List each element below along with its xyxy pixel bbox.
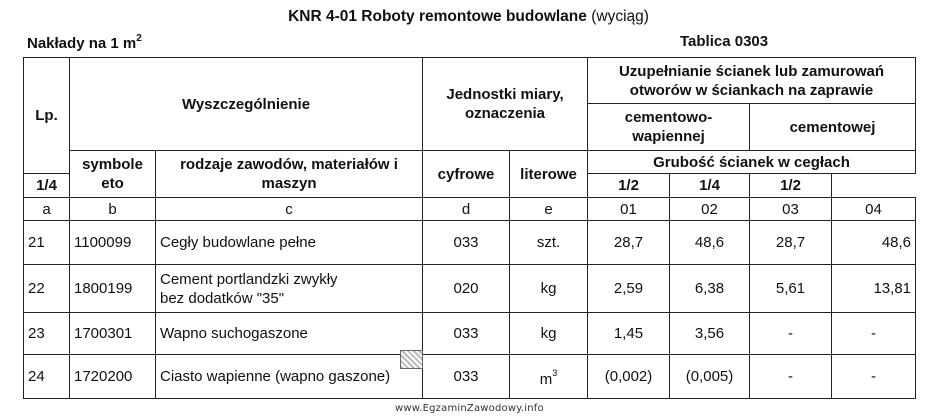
row-literowe-sup: 3 [552,368,558,378]
title-normal: (wyciąg) [586,8,649,25]
table-row [24,221,916,265]
header-cyfrowe: cyfrowe [423,151,510,198]
header-wyszczegolnienie: Wyszczególnienie [70,58,423,151]
letters-row [24,198,916,221]
row-v1: 28,7 [588,221,670,265]
header-cementowo-wapiennej: cementowo-wapiennej [588,104,750,151]
header-grubosc: Grubość ścianek w cegłach [588,151,916,174]
header-g1: 1/4 [24,174,70,198]
table-row [24,355,916,399]
row-v3: 28,7 [750,221,832,265]
letter-cell: d [423,198,510,221]
row-name-line2: bez dodatków "35" [160,289,285,307]
row-lp: 21 [24,221,70,265]
header-uzupelnianie: Uzupełnianie ścianek lub zamurowań otworów w ściankach na zaprawie [588,58,916,104]
header-lp: Lp. [24,58,70,174]
header-jednostki: Jednostki miary, oznaczenia [423,58,588,151]
row-symbol: 1800199 [70,265,156,313]
row-v1: (0,002) [588,355,670,399]
row-v3: - [750,355,832,399]
table-number: Tablica 0303 [680,33,769,50]
letter-cell: c [156,198,423,221]
footer-watermark: www.EgzaminZawodowy.info [395,403,544,414]
row-symbol: 1700301 [70,313,156,355]
header-symbole: symbole eto [70,151,156,198]
table-row [24,265,916,313]
row-literowe: m [539,371,553,388]
norm-unit-label [27,33,142,52]
header-rodzaje: rodzaje zawodów, materiałów i maszyn [156,151,423,198]
page-title [0,8,937,26]
row-symbol: 1100099 [70,221,156,265]
header-g3: 1/4 [670,174,750,198]
row-v2: 6,38 [670,265,750,313]
row-name: Cegły budowlane pełne [156,221,423,265]
row-v1: 1,45 [588,313,670,355]
row-cyfrowe: 033 [423,313,510,355]
header-cementowej: cementowej [750,104,916,151]
row-v3: - [750,313,832,355]
row-lp: 23 [24,313,70,355]
row-cyfrowe: 020 [423,265,510,313]
row-name: Cement portlandzki zwykły [160,270,338,288]
row-v1: 2,59 [588,265,670,313]
norm-unit-text: Nakłady na 1 m [27,35,137,52]
row-v4: 48,6 [832,221,916,265]
row-v2: (0,005) [670,355,750,399]
row-literowe: kg [510,313,588,355]
row-v2: 3,56 [670,313,750,355]
header-g2: 1/2 [588,174,670,198]
letter-cell: b [70,198,156,221]
row-v4: 13,81 [832,265,916,313]
row-cyfrowe: 033 [423,355,510,399]
row-v4: - [832,313,916,355]
header-g4: 1/2 [750,174,832,198]
row-v4: - [832,355,916,399]
table-row [24,313,916,355]
header-literowe: literowe [510,151,588,198]
norm-table [23,57,916,399]
row-lp: 22 [24,265,70,313]
norm-unit-sup: 2 [136,33,142,44]
row-symbol: 1720200 [70,355,156,399]
letter-cell: e [510,198,588,221]
letter-cell: 04 [832,198,916,221]
qr-stamp-icon [400,350,423,369]
row-literowe: kg [510,265,588,313]
letter-cell: a [24,198,70,221]
title-bold: KNR 4-01 Roboty remontowe budowlane [288,8,587,25]
row-lp: 24 [24,355,70,399]
row-cyfrowe: 033 [423,221,510,265]
letter-cell: 03 [750,198,832,221]
row-name: Ciasto wapienne (wapno gaszone) [156,355,423,399]
row-v2: 48,6 [670,221,750,265]
row-name-cell [156,265,423,313]
letter-cell: 02 [670,198,750,221]
row-literowe: szt. [510,221,588,265]
row-name: Wapno suchogaszone [156,313,423,355]
letter-cell: 01 [588,198,670,221]
row-literowe-cell [510,355,588,399]
row-v3: 5,61 [750,265,832,313]
